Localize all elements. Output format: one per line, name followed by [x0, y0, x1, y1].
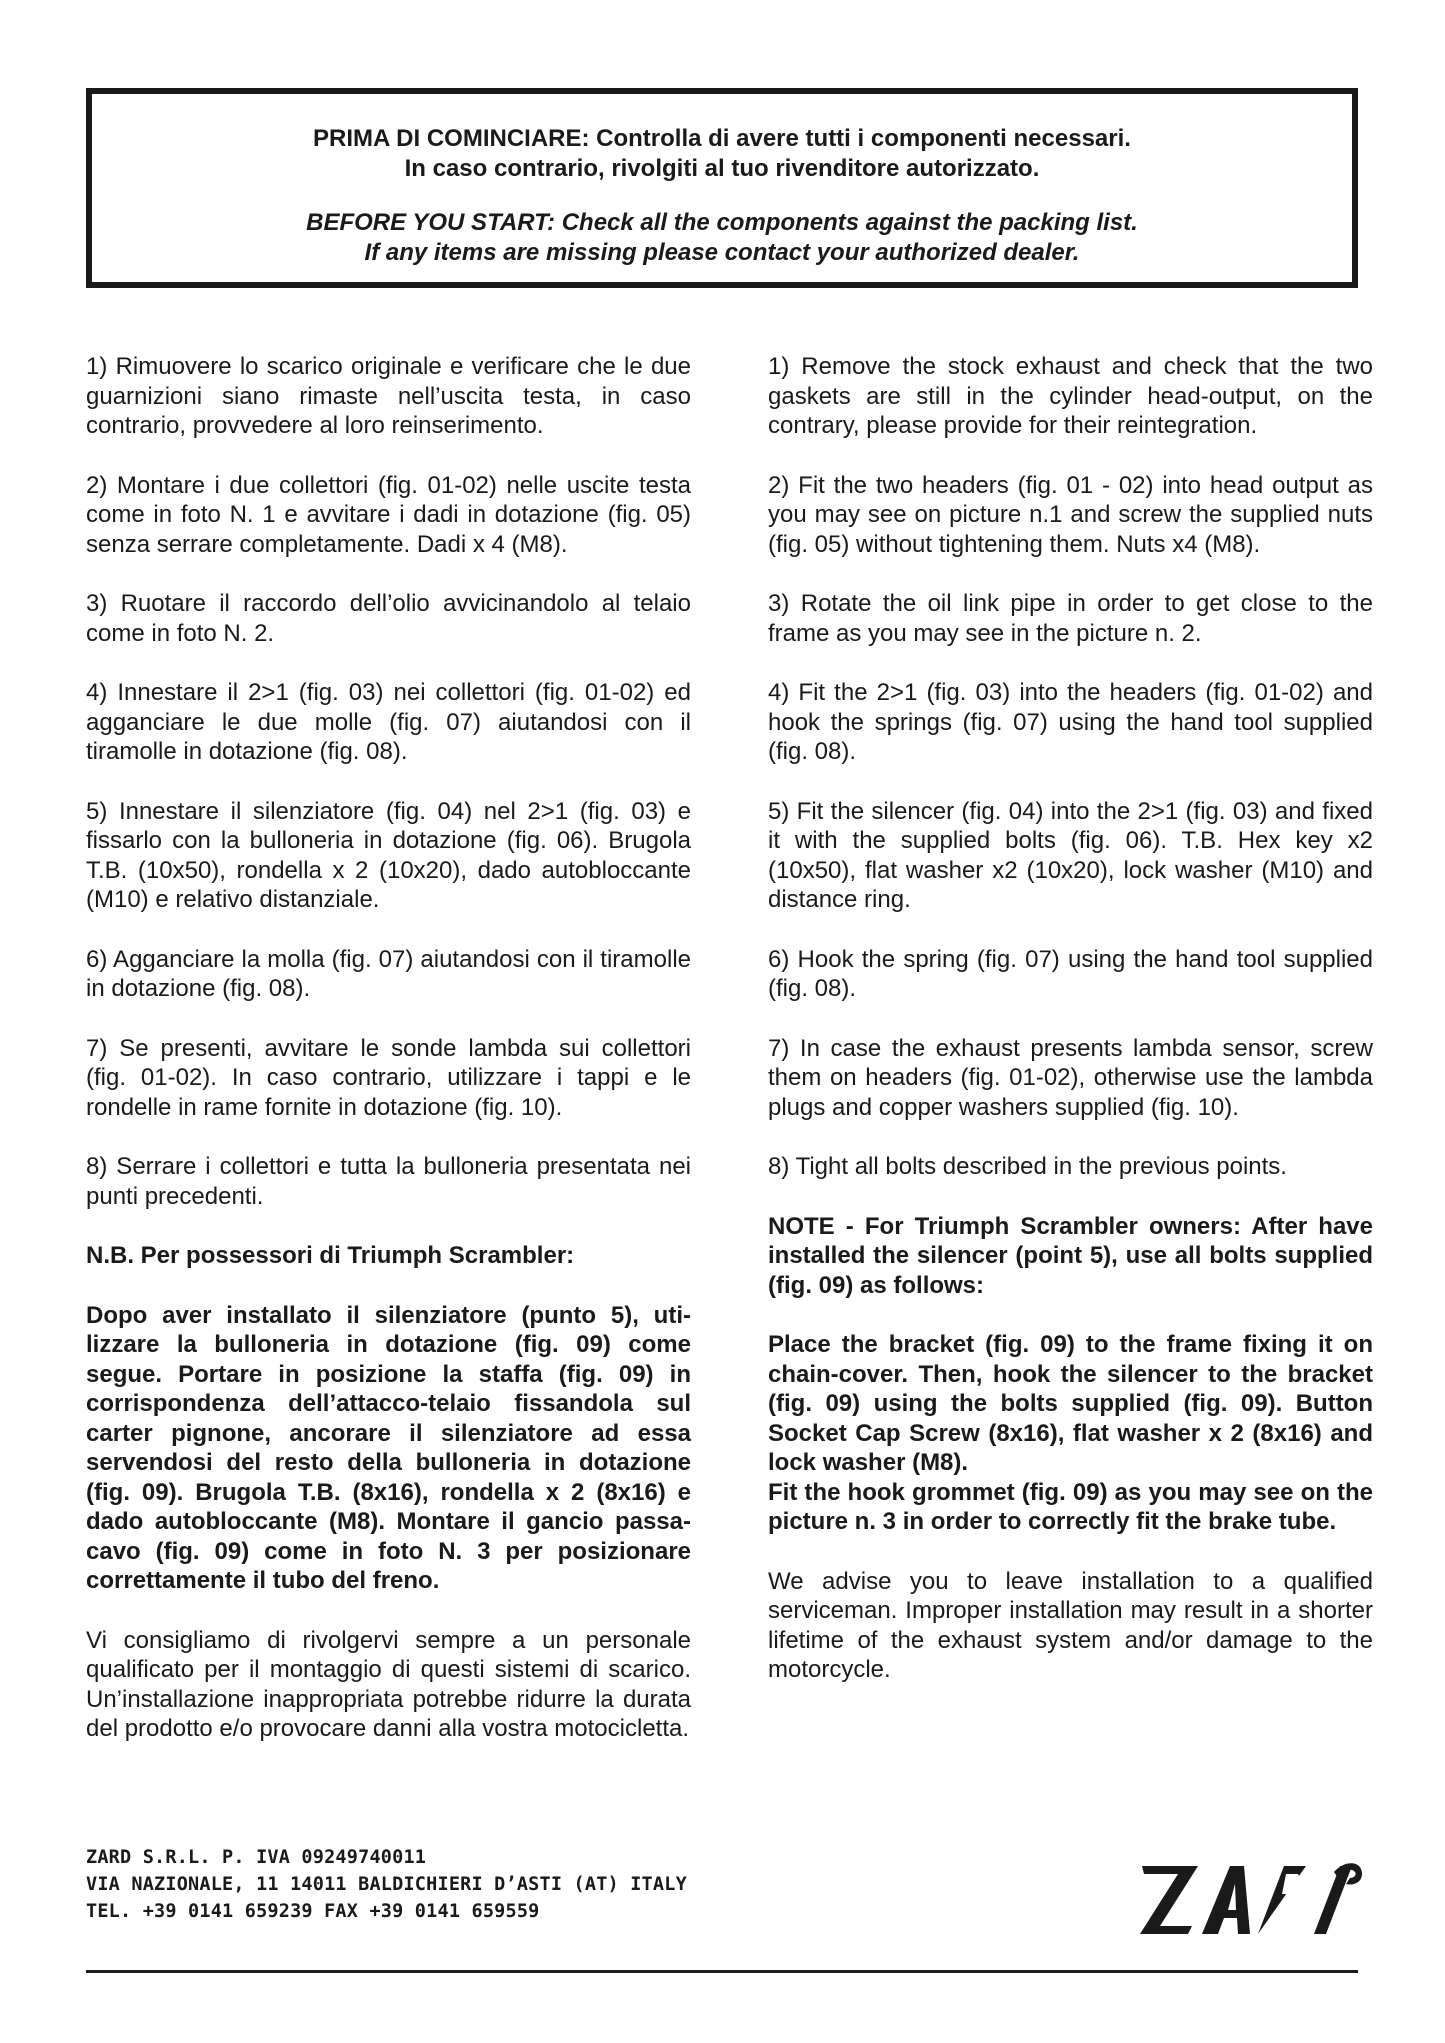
it-nb-title: N.B. Per possessori di Triumph Scrambler:	[86, 1242, 575, 1269]
en-note-intro: NOTE - For Triumph Scrambler owners: After have installed the silencer (point 5), use all bolts supplied (fig. 09) as follows:	[768, 1212, 1373, 1299]
en-step-2: 2) Fit the two headers (fig. 01 - 02) into head output as you may see on picture n.1 and screw the supplied nuts (fig. 05) without tightening them. Nuts x4 (M8).	[768, 471, 1373, 558]
it-step-3: 3) Ruotare il raccordo dell’olio avvicinandolo al telaio come in foto N. 2.	[86, 590, 691, 647]
en-advice: We advise you to leave installation to a qualified serviceman. Improper installation may result in a shorter lifetime of the exhaust system and/or damage to the motorcycle.	[768, 1567, 1373, 1683]
notice-it-line-2: In caso contrario, rivolgiti al tuo rivenditore autorizzato.	[404, 155, 1040, 182]
company-address	[86, 1844, 687, 1925]
it-step-5: 5) Innestare il silenziatore (fig. 04) nel 2>1 (fig. 03) e fissarlo con la bulloneria in dotazione (fig. 06). Brugola T.B. (10x50), rondella x 2 (10x20), dado autobloccante (M10) e relativo distanziale.	[86, 797, 691, 913]
company-vat: ZARD S.R.L. P. IVA 09249740011	[86, 1847, 427, 1868]
notice-box	[86, 88, 1358, 288]
it-advice: Vi consigliamo di rivolgervi sempre a un personale qualificato per il montaggio di questi sistemi di scarico. Un’installazione inappropriata potrebbe ridurre la durata del prodotto e/o provocare danni alla vostra motocicletta.	[86, 1626, 691, 1742]
it-step-4: 4) Innestare il 2>1 (fig. 03) nei collettori (fig. 01-02) ed agganciare le due molle (fig. 07) aiutandosi con il tiramolle in dotazione (fig. 08).	[86, 679, 691, 765]
en-step-6: 6) Hook the spring (fig. 07) using the hand tool supplied (fig. 08).	[768, 945, 1373, 1002]
company-street: VIA NAZIONALE, 11 14011 BALDICHIERI D’ASTI (AT) ITALY	[86, 1874, 687, 1895]
zard-logo-text: ZARD	[1138, 1852, 1141, 1853]
english-instructions	[768, 352, 1373, 1715]
en-step-1: 1) Remove the stock exhaust and check that the two gaskets are still in the cylinder head-output, on the contrary, please provide for their reintegration.	[768, 353, 1373, 439]
zard-logo	[1138, 1852, 1366, 1942]
company-phone-fax: TEL. +39 0141 659239 FAX +39 0141 659559	[86, 1901, 540, 1922]
it-step-8: 8) Serrare i collettori e tutta la bulloneria presentata nei punti precedenti.	[86, 1153, 691, 1210]
notice-it-line-1: PRIMA DI COMINCIARE: Controlla di avere tutti i componenti necessari.	[313, 125, 1131, 152]
it-step-6: 6) Agganciare la molla (fig. 07) aiutandosi con il tiramolle in dotazione (fig. 08).	[86, 945, 691, 1002]
en-step-7: 7) In case the exhaust presents lambda sensor, screw them on headers (fig. 01-02), otherwise use the lambda plugs and copper washers supplied (fig. 10).	[768, 1034, 1373, 1121]
it-step-1: 1) Rimuovere lo scarico originale e verificare che le due guarnizioni siano rimaste nell’uscita testa, in caso contrario, provvedere al loro reinserimento.	[86, 353, 691, 439]
footer-divider	[86, 1970, 1358, 1973]
en-step-4: 4) Fit the 2>1 (fig. 03) into the headers (fig. 01-02) and hook the springs (fig. 07) using the hand tool supplied (fig. 08).	[768, 679, 1373, 765]
en-note-grommet: Fit the hook grommet (fig. 09) as you may see on the picture n. 3 in order to correctly fit the brake tube.	[768, 1478, 1373, 1535]
en-step-8: 8) Tight all bolts described in the previous points.	[768, 1153, 1287, 1180]
notice-en-line-1: BEFORE YOU START: Check all the components against the packing list.	[306, 209, 1138, 236]
it-step-7: 7) Se presenti, avvitare le sonde lambda sui collettori (fig. 01-02). In caso contrario, utilizzare i tappi e le rondelle in rame fornite in dotazione (fig. 10).	[86, 1034, 691, 1121]
it-step-2: 2) Montare i due collettori (fig. 01-02) nelle uscite testa come in foto N. 1 e avvitare i dadi in dotazione (fig. 05) senza serrare completamente. Dadi x 4 (M8).	[86, 471, 691, 558]
it-nb-body: Dopo aver installato il silenziatore (punto 5), utilizzare la bulloneria in dotazione (fig. 09) come segue. Portare in posizione la staffa (fig. 09) in corrispondenza dell’attacco-telaio fissandola sul carter pignone, ancorare il silenziatore ad essa servendosi del resto della bulloneria in dotazione (fig. 09). Brugola T.B. (8x16), rondella x 2 (8x16) e dado autobloccante (M8). Montare il gancio passa-cavo (fig. 09) come in foto N. 3 per posizionare correttamente il tubo del freno.	[86, 1301, 691, 1594]
italian-instructions	[86, 352, 691, 1774]
notice-en-line-2: If any items are missing please contact your authorized dealer.	[364, 239, 1080, 266]
en-note-bracket: Place the bracket (fig. 09) to the frame fixing it on chain-cover. Then, hook the silencer to the bracket (fig. 09) using the bolts supplied (fig. 09). Button Socket Cap Screw (8x16), flat washer x 2 (8x16) and lock washer (M8).	[768, 1331, 1373, 1476]
en-step-3: 3) Rotate the oil link pipe in order to get close to the frame as you may see in the picture n. 2.	[768, 590, 1373, 647]
en-step-5: 5) Fit the silencer (fig. 04) into the 2>1 (fig. 03) and fixed it with the supplied bolts (fig. 06). T.B. Hex key x2 (10x50), flat washer x2 (10x20), lock washer (M10) and distance ring.	[768, 797, 1373, 913]
